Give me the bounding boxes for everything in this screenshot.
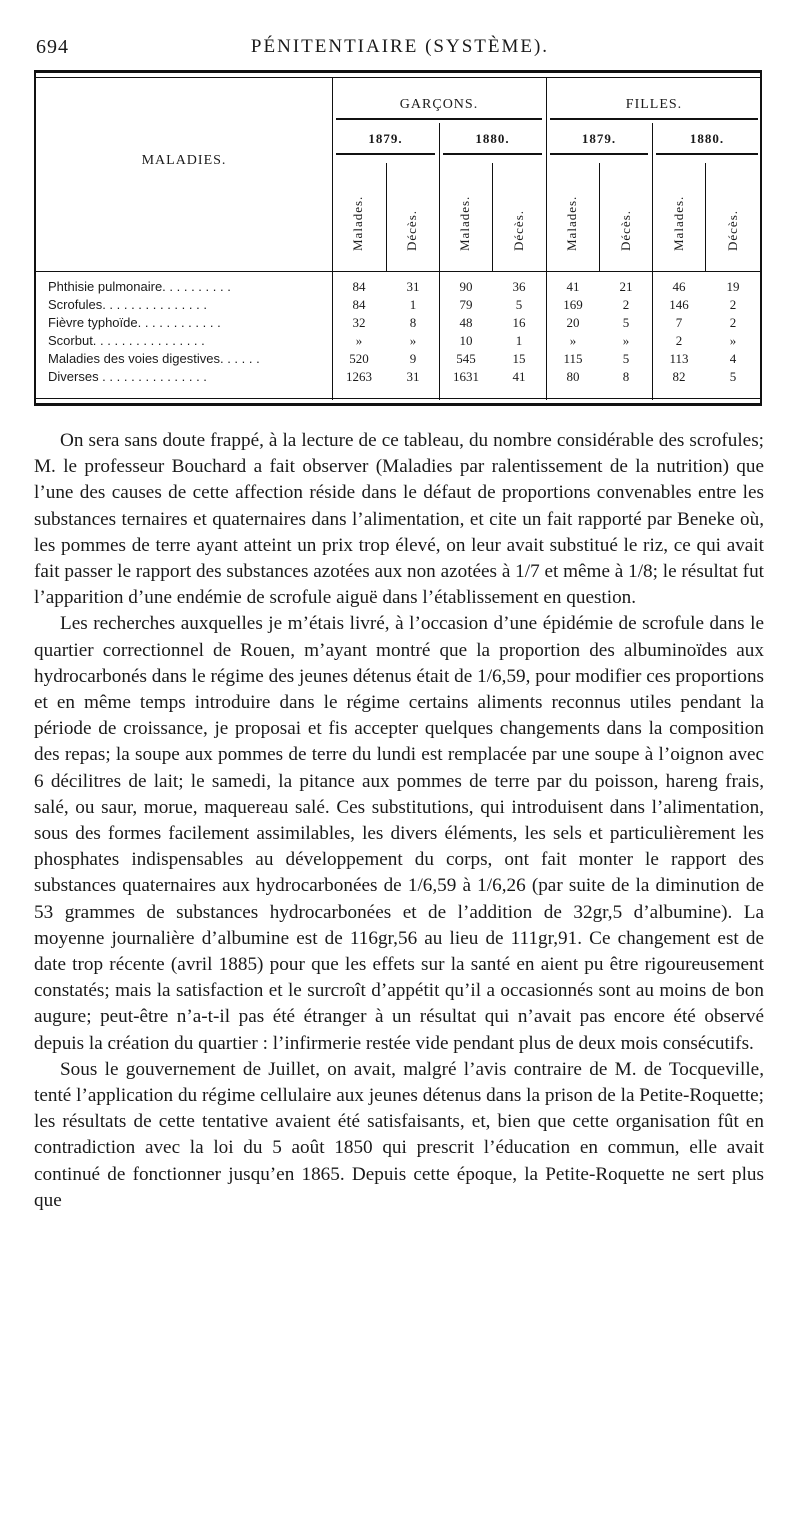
paragraph: Sous le gouvernement de Juillet, on avait, malgré l’avis contraire de M. de Tocqueville, tenté l’application du régime cellulaire aux jeunes détenus dans la prison de la Petite-Roquette; les résultats de cette tentative avaient été satisfaisants, et, bien que cette organisation fût en contradiction avec la loi du 5 août 1850 qui prescrit l’éducation en commun, elle avait continué de fonctionner jusqu’en 1865. Depuis cette époque, la Petite-Roquette ne sert plus que xyxy=(34,1058,764,1211)
subcol-label: Décès. xyxy=(404,209,419,251)
subcol-label: Malades. xyxy=(457,195,472,251)
body-text xyxy=(34,428,764,1214)
table-cell: » xyxy=(569,333,577,348)
table-cell: 20 xyxy=(566,315,580,330)
table-cell: 1 xyxy=(515,333,523,348)
table-cell: 1 xyxy=(409,297,417,312)
table-cell: 115 xyxy=(563,351,583,366)
table-cell: 1263 xyxy=(346,369,372,384)
table-cell: 2 xyxy=(729,297,737,312)
year-girls-1879: 1879. xyxy=(581,131,617,146)
table-cell: 36 xyxy=(512,279,526,294)
group-boys: GARÇONS. xyxy=(399,97,479,112)
table-cell: 7 xyxy=(675,315,683,330)
table-cell: » xyxy=(409,333,417,348)
table-cell: 5 xyxy=(515,297,523,312)
table-cell: 5 xyxy=(729,369,737,384)
page-header xyxy=(36,36,764,60)
paragraph: Les recherches auxquelles je m’étais livré, à l’occasion d’une épidémie de scrofule dans le quartier correctionnel de Rouen, m’ayant montré que la proportion des albuminoïdes aux hydrocarbonés dans le régime des jeunes détenus était de 1/6,59, pour modifier ces proportions et en même temps introduire dans le régime certains aliments reconnus utiles pendant la période de croissance, je proposai et fis accepter quelques changements dans la composition des repas; la soupe aux pommes de terre du lundi est remplacée par une soupe à l’oignon avec 6 décilitres de lait; le samedi, la pitance aux pommes de terre par du poisson, hareng frais, salé, ou saur, morue, maquereau salé. Ces substitutions, qui introduisent dans l’alimentation, sous des formes facilement assimilables, les divers éléments, les sels et particulièrement les phosphates indispensables au développement du corps, ont fait monter le rapport des substances quaternaires aux hydrocarbonées de 1/6,59 à 1/6,26 (par suite de la diminution de 53 grammes de substances hydrocarbonées et de l’addition de 32gr,5 d’albumine). La moyenne journalière d’albumine est de 116gr,56 au lieu de 111gr,91. Ce changement est de date trop récente (avril 1885) pour que les effets sur la santé en aient pu être rigoureusement constatés; mais la satisfaction et le surcroît d’appétit qu’il a occasionnés sont au moins de bon augure; peut-être n’a-t-il pas été étranger à un résultat qui n’avait pas encore été observé depuis la création du quartier : l’infirmerie restée vide pendant plus de deux mois consécutifs. xyxy=(34,613,764,1054)
subcol-label: Malades. xyxy=(350,195,365,251)
subcol-label: Malades. xyxy=(564,195,579,251)
table-cell: 2 xyxy=(729,315,737,330)
table-cell: 15 xyxy=(512,351,526,366)
table-cell: 16 xyxy=(512,315,526,330)
table-cell: 84 xyxy=(352,279,366,294)
row-label: Diverses . . . . . . . . . . . . . . . xyxy=(48,369,207,384)
table-cell: 84 xyxy=(352,297,366,312)
table-cell: 82 xyxy=(672,369,686,384)
table-cell: 41 xyxy=(566,279,580,294)
table-cell: 10 xyxy=(459,333,473,348)
page-number: 694 xyxy=(36,36,69,58)
table-cell: 146 xyxy=(669,297,689,312)
subcol-label: Décès. xyxy=(511,209,526,251)
row-label: Phthisie pulmonaire. . . . . . . . . . xyxy=(48,279,231,294)
table-cell: 8 xyxy=(622,369,630,384)
table-cell: 90 xyxy=(459,279,473,294)
diseases-table xyxy=(34,70,762,406)
table-cell: 41 xyxy=(512,369,526,384)
year-boys-1879: 1879. xyxy=(368,131,403,146)
row-label: Scorbut. . . . . . . . . . . . . . . . xyxy=(48,333,205,348)
table-cell: 5 xyxy=(622,315,630,330)
table-cell: 31 xyxy=(406,369,420,384)
group-girls: FILLES. xyxy=(625,97,683,112)
table-cell: 9 xyxy=(409,351,417,366)
table-cell: 545 xyxy=(456,351,476,366)
subcol-label: Malades. xyxy=(671,195,686,251)
table-cell: 1631 xyxy=(453,369,479,384)
table-cell: 4 xyxy=(729,351,737,366)
table-cell: 113 xyxy=(669,351,689,366)
paragraph: On sera sans doute frappé, à la lecture de ce tableau, du nombre considérable des scrofules; M. le professeur Bouchard a fait observer (Maladies par ralentissement de la nutrition) que l’une des causes de cette affection réside dans le défaut de proportions convenables entre les substances ternaires et quaternaires dans l’alimentation, et cite un fait rapporté par Beneke où, les pommes de terre ayant atteint un prix trop élevé, on leur avait substitué le riz, ce qui avait fait passer le rapport des substances azotées aux non azotées à 1/7 et même à 1/8; le résultat fut l’apparition d’une endémie de scrofule aiguë dans l’établissement en question. xyxy=(34,430,764,609)
row-label: Fièvre typhoïde. . . . . . . . . . . . xyxy=(48,315,221,330)
table-cell: 46 xyxy=(672,279,686,294)
running-title: PÉNITENTIAIRE (SYSTÈME). xyxy=(250,36,550,57)
row-header: MALADIES. xyxy=(141,153,227,168)
table-cell: 8 xyxy=(409,315,417,330)
table-cell: 19 xyxy=(726,279,740,294)
subcol-label: Décès. xyxy=(725,209,740,251)
table-cell: 21 xyxy=(619,279,633,294)
table-cell: 32 xyxy=(352,315,366,330)
table-cell: 520 xyxy=(349,351,369,366)
subcol-label: Décès. xyxy=(618,209,633,251)
table-cell: 2 xyxy=(675,333,683,348)
table-cell: » xyxy=(622,333,630,348)
table-cell: 31 xyxy=(406,279,420,294)
year-girls-1880: 1880. xyxy=(689,131,725,146)
row-label: Scrofules. . . . . . . . . . . . . . . xyxy=(48,297,207,312)
table-cell: 80 xyxy=(566,369,580,384)
row-label: Maladies des voies digestives. . . . . . xyxy=(48,351,260,366)
table-cell: 48 xyxy=(459,315,473,330)
table-cell: 169 xyxy=(563,297,583,312)
table-cell: 5 xyxy=(622,351,630,366)
table-cell: » xyxy=(729,333,737,348)
table-cell: 2 xyxy=(622,297,630,312)
table-cell: 79 xyxy=(459,297,473,312)
table-cell: » xyxy=(355,333,363,348)
year-boys-1880: 1880. xyxy=(475,131,510,146)
